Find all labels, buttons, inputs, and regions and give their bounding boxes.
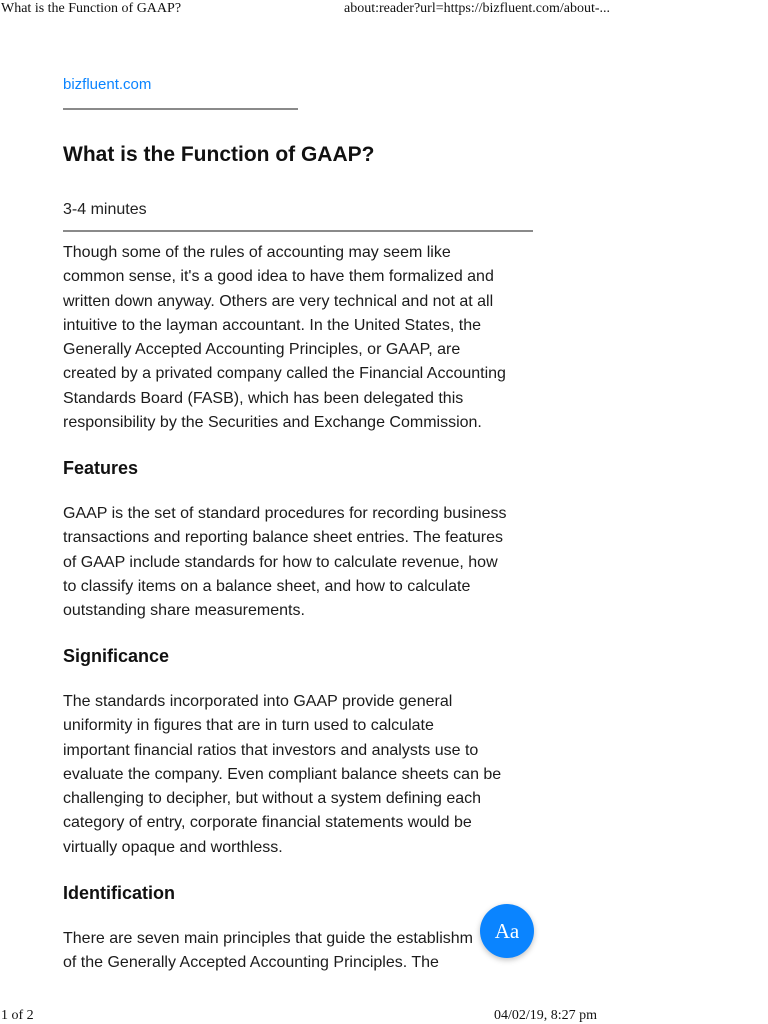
text-line: GAAP is the set of standard procedures for recording business: [63, 505, 507, 522]
section-heading-identification: Identification: [63, 883, 175, 903]
text-line: uniformity in figures that are in turn used to calculate: [63, 717, 434, 735]
text-line: There are seven main principles that guide the establishm: [63, 930, 473, 947]
text-line: Though some of the rules of accounting may seem like: [63, 244, 451, 261]
text-line: Standards Board (FASB), which has been delegated this: [63, 389, 464, 407]
article-domain-link[interactable]: bizfluent.com: [63, 76, 152, 93]
print-footer: [0, 1007, 768, 1024]
section-heading-features: Features: [63, 458, 139, 478]
section-heading-significance: Significance: [63, 646, 170, 666]
print-header-url: about:reader?url=https://bizfluent.com/about-...: [344, 1, 611, 16]
text-line: challenging to decipher, but without a system defining each: [63, 790, 482, 808]
text-line: outstanding share measurements.: [63, 602, 305, 620]
page-number: 1 of 2: [1, 1008, 34, 1023]
article-title: What is the Function of GAAP?: [63, 143, 375, 166]
text-line: evaluate the company. Even compliant balance sheets can be: [63, 765, 502, 783]
meta-divider: [63, 230, 533, 232]
domain-divider: [63, 108, 298, 110]
text-line: to classify items on a balance sheet, and how to calculate: [63, 577, 471, 595]
text-line: written down anyway. Others are very technical and not at all: [63, 292, 494, 310]
significance-paragraph: [63, 690, 501, 860]
text-line: created by a privated company called the Financial Accounting: [63, 365, 506, 383]
intro-paragraph: [63, 241, 506, 435]
features-paragraph: [63, 502, 507, 623]
type-controls-button[interactable]: Aa: [480, 904, 534, 958]
identification-paragraph: [63, 927, 533, 976]
text-line: of GAAP include standards for how to calculate revenue, how: [63, 553, 498, 571]
text-line: virtually opaque and worthless.: [63, 838, 283, 856]
text-line: transactions and reporting balance sheet entries. The features: [63, 529, 503, 547]
text-line: important financial ratios that investors and analysts use to: [63, 741, 479, 759]
text-line: common sense, it's a good idea to have them formalized and: [63, 268, 494, 286]
text-line: responsibility by the Securities and Exchange Commission.: [63, 414, 482, 432]
text-line: Generally Accepted Accounting Principles, or GAAP, are: [63, 341, 461, 359]
text-line: category of entry, corporate financial statements would be: [63, 814, 472, 832]
reading-time: 3-4 minutes: [63, 201, 147, 218]
print-datetime: 04/02/19, 8:27 pm: [494, 1008, 598, 1023]
print-header: [0, 0, 768, 18]
print-header-title: What is the Function of GAAP?: [1, 1, 182, 16]
text-line: of the Generally Accepted Accounting Principles. The: [63, 954, 439, 972]
text-line: intuitive to the layman accountant. In the United States, the: [63, 316, 482, 334]
text-line: The standards incorporated into GAAP provide general: [63, 693, 453, 710]
